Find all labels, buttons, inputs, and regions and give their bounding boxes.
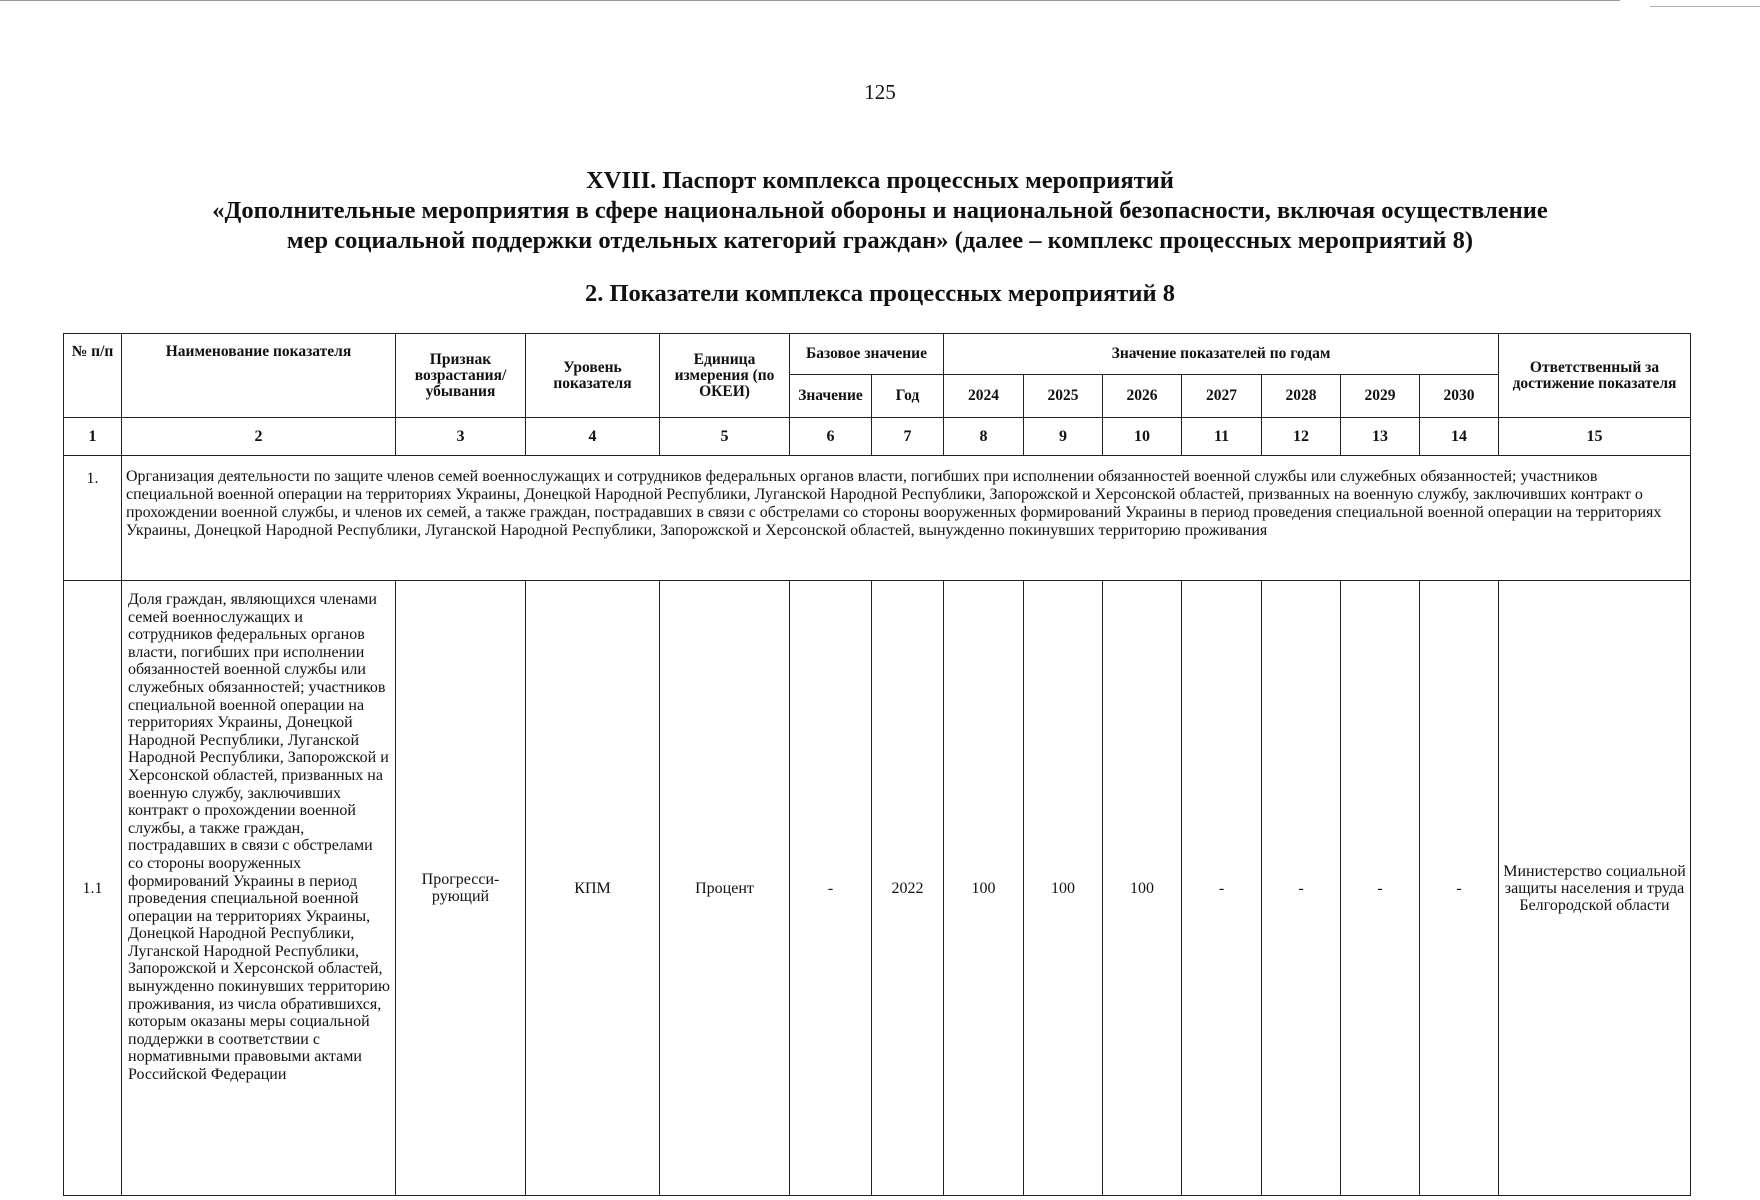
header-num: № п/п: [64, 334, 122, 418]
year-value: 100: [944, 581, 1024, 1196]
column-number: 12: [1262, 418, 1341, 456]
year-value: -: [1341, 581, 1420, 1196]
column-number: 9: [1024, 418, 1103, 456]
header-indicator-name: Наименование показателя: [122, 334, 396, 418]
year-value: -: [1182, 581, 1262, 1196]
year-value: 100: [1103, 581, 1182, 1196]
scan-edge-line: [0, 0, 1620, 1]
header-years-group: Значение показателей по годам: [944, 334, 1499, 375]
column-number: 1: [64, 418, 122, 456]
header-year: 2027: [1182, 375, 1262, 418]
header-unit: Единица измерения (по ОКЕИ): [660, 334, 790, 418]
section-text: Организация деятельности по защите членов семей военнослужащих и сотрудников федеральных органов власти, погибших при исполнении обязанностей военной службы или служебных обязанностей; участников специальной военной операции на территориях Украины, Донецкой Народной Республики, Луганской Народной Республики, Запорожской и Херсонской областей, призванных на военную службу, заключивших контракт о прохождении военной службы, и членов их семей, а также граждан, пострадавших в связи с обстрелами со стороны вооруженных формирований Украины в период проведения специальной военной операции на территориях Украины, Донецкой Народной Республики, Луганской Народной Республики, Запорожской и Херсонской областей, вынужденно покинувших территорию проживания: [122, 456, 1691, 581]
column-number: 11: [1182, 418, 1262, 456]
column-number: 14: [1420, 418, 1499, 456]
title-line-3: мер социальной поддержки отдельных категорий граждан» (далее – комплекс процессных мероприятий 8): [286, 227, 1474, 254]
base-value: -: [790, 581, 872, 1196]
title-line-2: «Дополнительные мероприятия в сфере национальной обороны и национальной безопасности, включая осуществление: [212, 197, 1548, 224]
column-number: 15: [1499, 418, 1691, 456]
header-base-value: Значение: [790, 375, 872, 418]
column-number: 8: [944, 418, 1024, 456]
section-number: 1.: [64, 456, 122, 581]
column-number: 4: [526, 418, 660, 456]
header-year: 2025: [1024, 375, 1103, 418]
header-row: [64, 334, 1691, 375]
header-year: 2028: [1262, 375, 1341, 418]
header-year: 2024: [944, 375, 1024, 418]
indicators-table: [63, 333, 1691, 1196]
section-subtitle: 2. Показатели комплекса процессных мероприятий 8: [584, 280, 1176, 307]
table-row: [64, 581, 1691, 1196]
header-year: 2026: [1103, 375, 1182, 418]
page-number: 125: [864, 80, 896, 104]
scan-edge-line: [1650, 6, 1760, 7]
header-level: Уровень показателя: [526, 334, 660, 418]
year-value: 100: [1024, 581, 1103, 1196]
section-row: [64, 456, 1691, 581]
indicator-name: Доля граждан, являющихся членами семей военнослужащих и сотрудников федеральных органов власти, погибших при исполнении обязанностей военной службы или служебных обязанностей; участников специальной военной операции на территориях Украины, Донецкой Народной Республики, Луганской Народной Республики, Запорожской и Херсонской областей, призванных на военную службу, заключивших контракт о прохождении военной службы, а также граждан, пострадавших в связи с обстрелами со стороны вооруженных формирований Украины в период проведения специальной военной операции на территориях Украины, Донецкой Народной Республики, Луганской Народной Республики, Запорожской и Херсонской областей, вынужденно покинувших территорию проживания, из числа обратившихся, которым оказаны меры социальной поддержки в соответствии с нормативными правовыми актами Российской Федерации: [122, 581, 396, 1196]
column-number: 2: [122, 418, 396, 456]
header-base-year: Год: [872, 375, 944, 418]
indicator-unit: Процент: [660, 581, 790, 1196]
header-sign: Признак возрастания/ убывания: [396, 334, 526, 418]
year-value: -: [1262, 581, 1341, 1196]
column-number: 5: [660, 418, 790, 456]
header-year: 2030: [1420, 375, 1499, 418]
title-line-1: XVIII. Паспорт комплекса процессных мероприятий: [586, 167, 1174, 194]
column-number: 3: [396, 418, 526, 456]
indicator-sign: Прогресси-рующий: [396, 581, 526, 1196]
column-number: 13: [1341, 418, 1420, 456]
column-number: 7: [872, 418, 944, 456]
indicator-level: КПМ: [526, 581, 660, 1196]
column-number: 6: [790, 418, 872, 456]
header-responsible: Ответственный за достижение показателя: [1499, 334, 1691, 418]
column-number: 10: [1103, 418, 1182, 456]
responsible-organization: Министерство социальной защиты населения и труда Белгородской области: [1499, 581, 1691, 1196]
header-year: 2029: [1341, 375, 1420, 418]
base-year: 2022: [872, 581, 944, 1196]
column-number-row: [64, 418, 1691, 456]
row-number: 1.1: [64, 581, 122, 1196]
header-base: Базовое значение: [790, 334, 944, 375]
document-title: [0, 166, 1760, 256]
year-value: -: [1420, 581, 1499, 1196]
